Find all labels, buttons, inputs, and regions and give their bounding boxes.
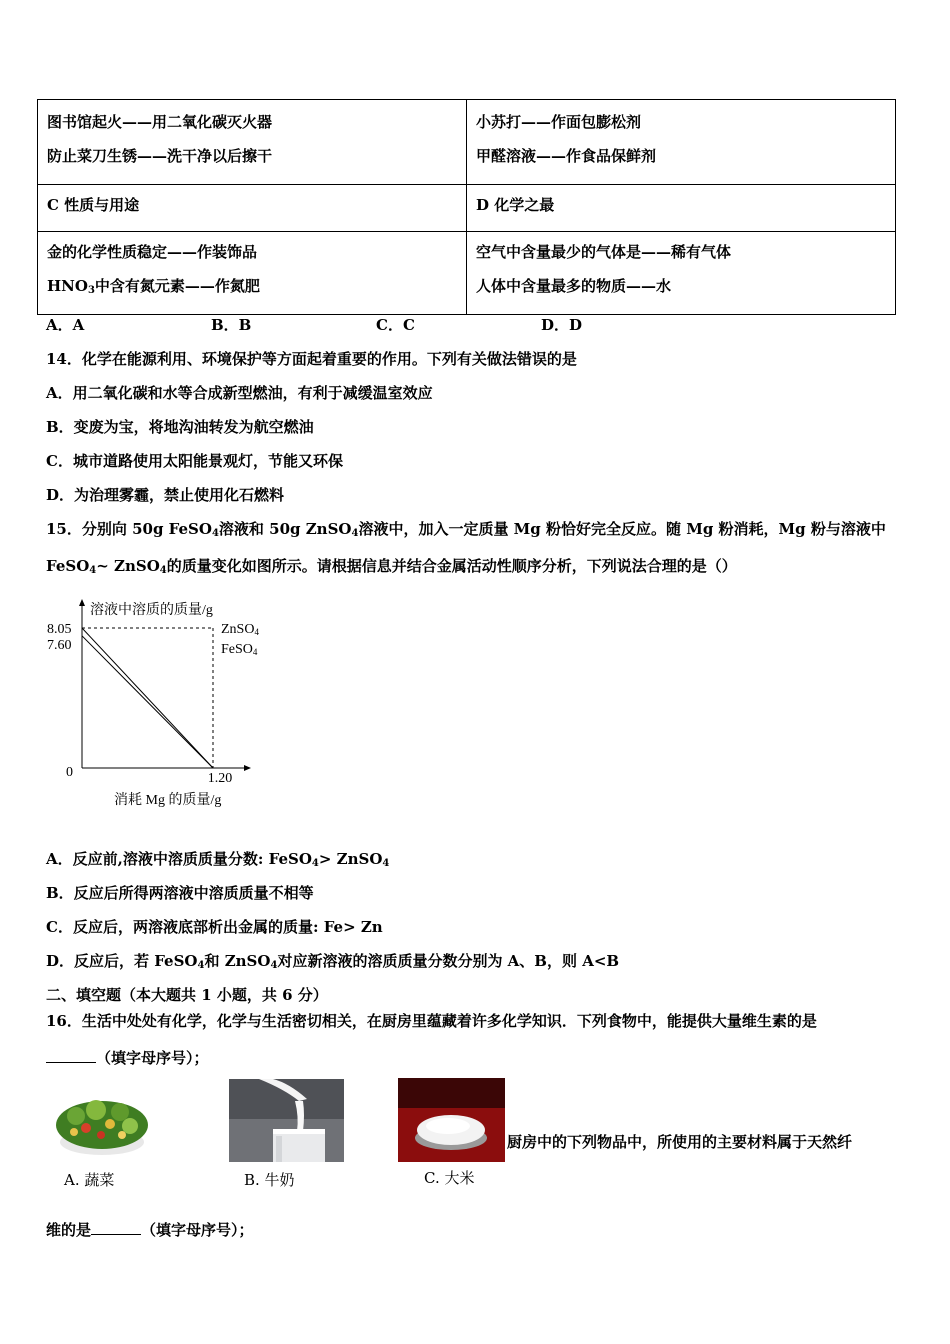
q16-stem: 16．生活中处处有化学，化学与生活密切相关，在厨房里蕴藏着许多化学知识．下列食物中，能提供大量维生素的是 [46, 1012, 817, 1030]
table-row [38, 185, 896, 232]
q15-stem-line2 [46, 556, 737, 576]
cell-text: 甲醛溶液——作食品保鲜剂 [476, 147, 657, 165]
text: 15．分别向 50g FeSO [46, 520, 212, 538]
table-cell-right-top [467, 100, 896, 185]
q16-part2-answer-line [46, 1220, 254, 1240]
subscript: 4 [311, 858, 319, 869]
q16-answer-line [46, 1048, 209, 1068]
cell-text: 空气中含量最少的气体是——稀有气体 [476, 243, 732, 261]
vegetable-salad-image [46, 1080, 158, 1162]
cell-text: 小苏打——作面包膨松剂 [476, 113, 642, 131]
subscript: 4 [159, 565, 167, 576]
subscript: 4 [197, 960, 205, 971]
subscript: 4 [382, 858, 390, 869]
text: > ZnSO [318, 850, 383, 868]
text: A．反应前,溶液中溶质质量分数: FeSO [46, 850, 312, 868]
q16-part2-text: 厨房中的下列物品中，所使用的主要材料属于天然纤 [507, 1133, 853, 1151]
subscript: 4 [270, 960, 278, 971]
series-label-znso4: ZnSO4 [221, 622, 259, 637]
subscript: 4 [351, 528, 359, 539]
q14-stem: 14．化学在能源利用、环境保护等方面起着重要的作用。下列有关做法错误的是 [46, 350, 577, 368]
formula-text: HNO [47, 277, 88, 295]
subscript: 4 [211, 528, 219, 539]
cell-text: 金的化学性质稳定——作装饰品 [47, 243, 258, 261]
comparison-table [37, 99, 896, 315]
y-axis-label: 溶液中溶质的质量/g [90, 603, 213, 618]
milk-image [229, 1079, 344, 1162]
text: 维的是 [46, 1221, 92, 1239]
table-row [38, 100, 896, 185]
option-d[interactable]: D．D [541, 316, 583, 334]
q15-option-b[interactable]: B．反应后所得两溶液中溶质质量不相等 [46, 884, 314, 902]
text: ~ ZnSO [96, 557, 160, 575]
q14-option-a[interactable]: A．用二氧化碳和水等合成新型燃油，有利于减缓温室效应 [46, 384, 433, 402]
food-caption-a: A. 蔬菜 [64, 1171, 115, 1189]
option-a[interactable]: A．A [46, 316, 85, 334]
series-line-znso4 [82, 628, 213, 768]
cell-text: 防止菜刀生锈——洗干净以后擦干 [47, 147, 273, 165]
food-caption-c: C. 大米 [424, 1169, 475, 1187]
cell-header: D 化学之最 [476, 196, 555, 214]
table-cell-left-bottom [38, 232, 467, 315]
text: （填字母序号）； [96, 1049, 209, 1067]
rice-image [398, 1078, 505, 1162]
text: 溶液中，加入一定质量 Mg 粉恰好完全反应。随 Mg 粉消耗，Mg 粉与溶液中 [358, 520, 886, 538]
series-line-feso4 [82, 636, 213, 768]
text: FeSO [46, 557, 90, 575]
x-axis-label: 消耗 Mg 的质量/g [114, 793, 222, 808]
mass-chart [40, 592, 300, 820]
q15-option-c[interactable]: C．反应后，两溶液底部析出金属的质量: Fe> Zn [46, 918, 383, 936]
q14-option-d[interactable]: D．为治理雾霾，禁止使用化石燃料 [46, 486, 285, 504]
subscript: 3 [87, 285, 95, 296]
text: （填字母序号）； [141, 1221, 254, 1239]
y-tick-label: 8.05 [47, 622, 72, 637]
text: 和 ZnSO [204, 952, 271, 970]
text: 对应新溶液的溶质质量分数分别为 A、B，则 A<B [277, 952, 620, 970]
text: 溶液和 50g ZnSO [218, 520, 352, 538]
answer-blank[interactable] [46, 1048, 96, 1063]
cell-text [47, 269, 457, 303]
food-caption-b: B. 牛奶 [244, 1171, 295, 1189]
q15-option-a[interactable] [46, 849, 389, 869]
series-label-feso4: FeSO4 [221, 642, 258, 657]
q15-option-d[interactable] [46, 951, 619, 971]
table-cell-header-d [467, 185, 896, 232]
cell-text-tail: 中含有氮元素——作氮肥 [94, 277, 260, 295]
table-cell-header-c [38, 185, 467, 232]
option-c[interactable]: C．C [376, 316, 415, 334]
x-tick-label: 1.20 [207, 771, 233, 786]
table-cell-left-top [38, 100, 467, 185]
cell-header: C 性质与用途 [47, 196, 140, 214]
table-row [38, 232, 896, 315]
q15-stem-line1 [46, 519, 886, 539]
text: 的质量变化如图所示。请根据信息并结合金属活动性顺序分析，下列说法合理的是（） [166, 557, 737, 575]
cell-text: 图书馆起火——用二氧化碳灭火器 [47, 113, 273, 131]
y-tick-label: 0 [66, 765, 73, 780]
q13-options [46, 315, 706, 335]
section-title: 二、填空题（本大题共 1 小题，共 6 分） [46, 986, 328, 1004]
text: D．反应后，若 FeSO [46, 952, 198, 970]
cell-text: 人体中含量最多的物质——水 [476, 277, 672, 295]
y-tick-label: 7.60 [47, 637, 72, 653]
table-cell-right-bottom [467, 232, 896, 315]
option-b[interactable]: B．B [211, 316, 252, 334]
subscript: 4 [89, 565, 97, 576]
q14-option-b[interactable]: B．变废为宝，将地沟油转发为航空燃油 [46, 418, 314, 436]
answer-blank[interactable] [91, 1220, 141, 1235]
q14-option-c[interactable]: C．城市道路使用太阳能景观灯，节能又环保 [46, 452, 343, 470]
